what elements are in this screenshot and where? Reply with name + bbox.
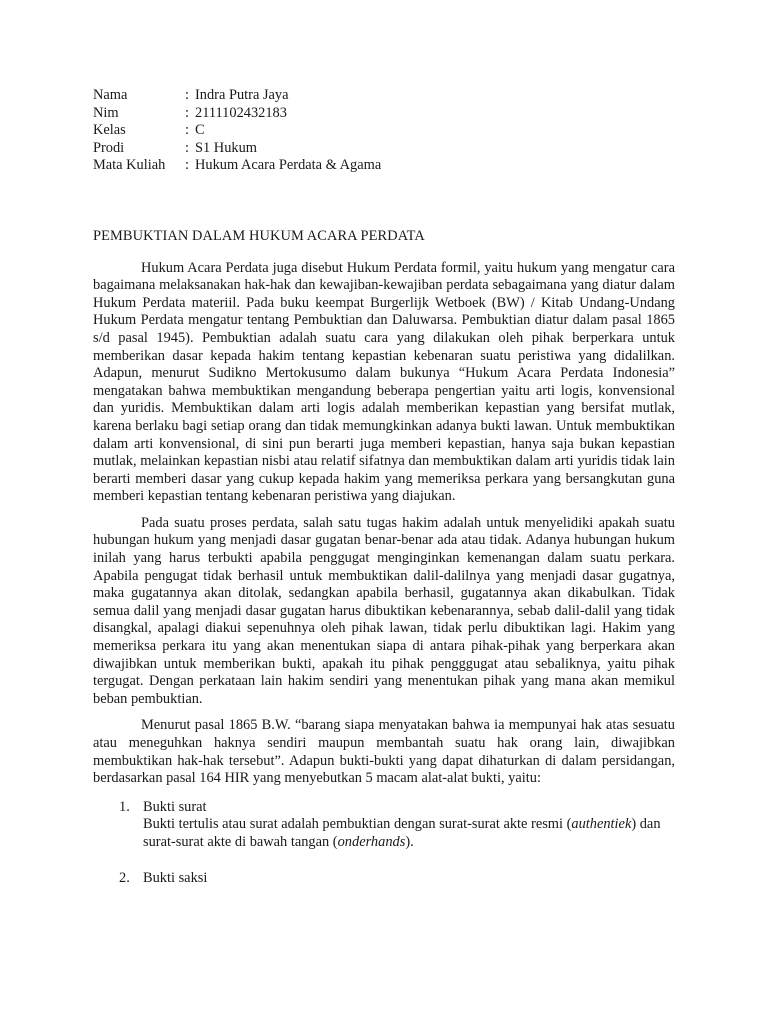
list-number: 1. <box>119 798 130 815</box>
evidence-list <box>93 799 675 887</box>
info-separator: : <box>185 122 189 139</box>
list-item-title: Bukti saksi <box>143 869 208 886</box>
document-page <box>93 87 675 905</box>
info-row-mata-kuliah <box>93 157 381 175</box>
desc-emphasis-authentiek: authentiek <box>571 816 632 833</box>
info-value: Hukum Acara Perdata & Agama <box>195 157 382 174</box>
paragraph-definition: Hukum Acara Perdata juga disebut Hukum Perdata formil, yaitu hukum yang mengatur cara bagaimana melaksanakan hak-hak dan kewajiban-kewajiban perdata sebagaimana yang diatur dalam Hukum Perdata materiil. Pada buku keempat Burgerlijk Wetboek (BW) / Kitab Undang-Undang Hukum Perdata mengatur tentang Pembuktian dan Daluwarsa. Pembuktian diatur dalam pasal 1865 s/d pasal 1945). Pembuktian adalah suatu cara yang dilakukan oleh pihak berperkara untuk memberikan dasar kepada hakim tentang kepastian kebenaran suatu peristiwa yang didalilkan. Adapun, menurut Sudikno Mertokusumo dalam bukunya “Hukum Acara Perdata Indonesia” mengatakan bahwa membuktikan mengandung beberapa pengertian yaitu arti logis, konvensional dan yuridis. Membuktikan dalam arti logis adalah memberikan kepastian yang bersifat mutlak, karena berlaku bagi setiap orang dan tidak memungkinkan adanya bukti lawan. Untuk membuktikan dalam arti konvensional, di sini pun berarti juga memberi kepastian, hanya saja bukan kepastian mutlak, melainkan kepastian nisbi atau relatif sifatnya dan membuktikan dalam arti yuridis tidak lain berarti memberi dasar yang cukup kepada hakim yang memeriksa perkara yang bersangkutan guna memberi kepastian tentang kebenaran peristiwa yang diajukan. <box>93 259 675 505</box>
info-row-nim <box>93 105 381 123</box>
info-separator: : <box>185 139 189 156</box>
info-label: Mata Kuliah <box>93 157 166 174</box>
info-row-nama <box>93 87 381 105</box>
info-value: Indra Putra Jaya <box>195 87 289 103</box>
list-item-description <box>143 816 675 851</box>
list-number: 2. <box>119 869 130 886</box>
list-item <box>93 870 675 888</box>
info-label: Prodi <box>93 139 125 156</box>
info-value: C <box>195 122 205 139</box>
info-label: Nama <box>93 87 128 103</box>
desc-emphasis-onderhands: onderhands <box>337 833 406 850</box>
paragraph-judge-duty: Pada suatu proses perdata, salah satu tugas hakim adalah untuk menyelidiki apakah suatu hubungan hukum yang menjadi dasar gugatan benar-benar ada atau tidak. Adanya hubungan hukum inilah yang harus terbukti apabila penggugat menginginkan kemenangan dalam suatu perkara. Apabila pengugat tidak berhasil untuk membuktikan dalil-dalilnya yang menjadi dasar gugatnya, maka gugatannya akan ditolak, sedangkan apabila berhasil, gugatannya akan dikabulkan. Tidak semua dalil yang menjadi dasar gugatan harus dibuktikan kebenarannya, sebab dalil-dalil yang tidak disangkal, apalagi diakui sepenuhnya oleh pihak lawan, tidak perlu dibuktikan lagi. Hakim yang memeriksa perkara itu yang akan menentukan siapa di antara pihak-pihak yang berperkara akan diwajibkan untuk memberikan bukti, apakah itu pihak pengggugat atau sebaliknya, yaitu pihak tergugat. Dengan perkataan lain hakim sendiri yang menentukan pihak yang mana akan memikul beban pembuktian. <box>93 514 675 707</box>
info-value: 2111102432183 <box>195 104 287 121</box>
info-separator: : <box>185 157 189 174</box>
desc-text: Bukti tertulis atau surat adalah pembuktian dengan surat-surat akte resmi ( <box>143 816 572 833</box>
paragraph-article-1865: Menurut pasal 1865 B.W. “barang siapa menyatakan bahwa ia mempunyai hak atas sesuatu atau meneguhkan haknya sendiri maupun membantah suatu hak orang lain, diwajibkan membuktikan hak-hak tersebut”. Adapun bukti-bukti yang dapat dihaturkan di dalam persidangan, berdasarkan pasal 164 HIR yang menyebutkan 5 macam alat-alat bukti, yaitu: <box>93 717 675 787</box>
info-separator: : <box>185 104 189 121</box>
desc-text: ) dan surat-surat akte di bawah tangan ( <box>143 816 661 850</box>
info-row-prodi <box>93 140 381 158</box>
info-label: Kelas <box>93 122 126 139</box>
info-row-kelas <box>93 122 381 140</box>
info-label: Nim <box>93 104 119 121</box>
desc-text: ). <box>405 833 414 850</box>
list-item-title: Bukti surat <box>143 798 207 815</box>
list-item <box>93 799 675 852</box>
student-info-table <box>93 87 381 175</box>
info-value: S1 Hukum <box>195 139 257 156</box>
info-separator: : <box>185 87 189 103</box>
document-title: PEMBUKTIAN DALAM HUKUM ACARA PERDATA <box>93 227 425 244</box>
